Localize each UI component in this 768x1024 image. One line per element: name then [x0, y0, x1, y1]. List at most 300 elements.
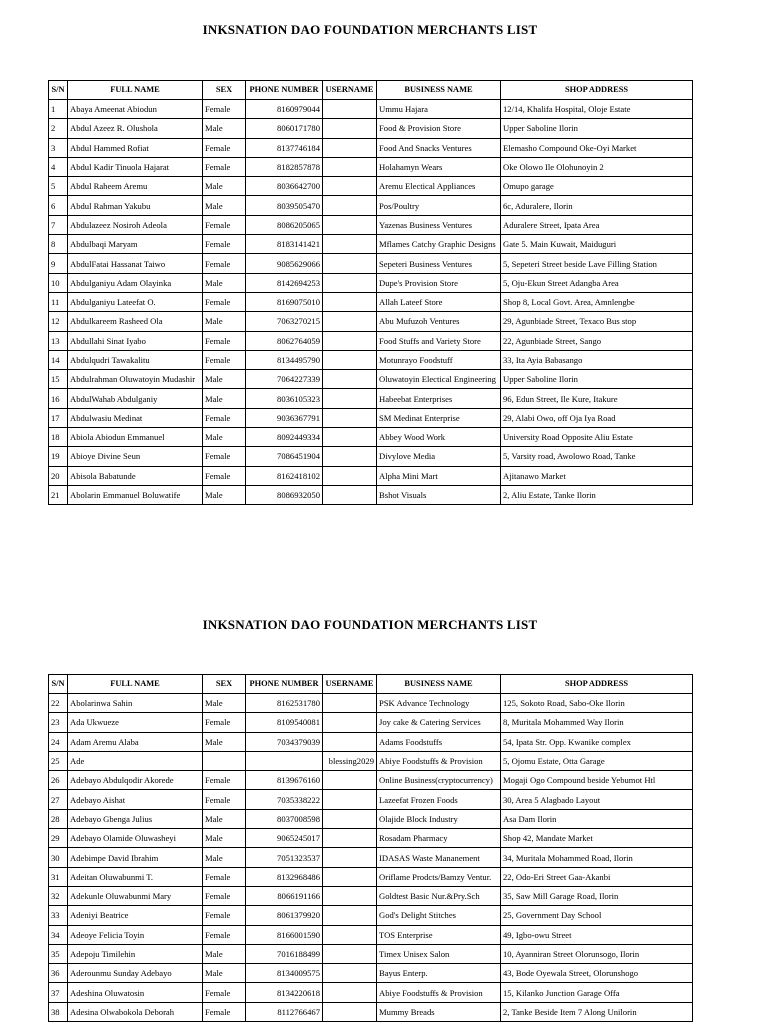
- header-full-name: FULL NAME: [68, 675, 203, 694]
- cell-business-name: Joy cake & Catering Services: [377, 713, 501, 732]
- table-header-row: [49, 675, 693, 694]
- cell-business-name: Rosadam Pharmacy: [377, 829, 501, 848]
- cell-sex: Male: [203, 732, 246, 751]
- cell-full-name: AbdulWahab Abdulganiy: [68, 389, 203, 408]
- cell-shop-address: Ajitanawo Market: [501, 466, 693, 485]
- cell-full-name: Adebayo Gbenga Julius: [68, 809, 203, 828]
- cell-phone-number: 8092449334: [246, 428, 323, 447]
- cell-sn: 19: [49, 447, 68, 466]
- table-row: [49, 983, 693, 1002]
- header-sn: S/N: [49, 81, 68, 100]
- cell-sn: 8: [49, 235, 68, 254]
- cell-username: [323, 944, 377, 963]
- cell-phone-number: 8086932050: [246, 485, 323, 504]
- cell-business-name: Dupe's Provision Store: [377, 273, 501, 292]
- cell-shop-address: 10, Ayanniran Street Olorunsogo, Ilorin: [501, 944, 693, 963]
- cell-shop-address: Omupo garage: [501, 177, 693, 196]
- cell-sex: Male: [203, 312, 246, 331]
- cell-phone-number: 8134220618: [246, 983, 323, 1002]
- cell-sn: 4: [49, 157, 68, 176]
- header-sn: S/N: [49, 675, 68, 694]
- table-row: [49, 177, 693, 196]
- cell-shop-address: 34, Muritala Mohammed Road, Ilorin: [501, 848, 693, 867]
- cell-sn: 15: [49, 370, 68, 389]
- cell-shop-address: 125, Sokoto Road, Sabo-Oke Ilorin: [501, 694, 693, 713]
- table-row: [49, 925, 693, 944]
- cell-full-name: Abdulqudri Tawakalitu: [68, 350, 203, 369]
- cell-phone-number: 9036367791: [246, 408, 323, 427]
- cell-sn: 10: [49, 273, 68, 292]
- cell-shop-address: 35, Saw Mill Garage Road, Ilorin: [501, 886, 693, 905]
- cell-sex: Male: [203, 829, 246, 848]
- cell-sn: 14: [49, 350, 68, 369]
- cell-username: [323, 906, 377, 925]
- cell-sex: Female: [203, 466, 246, 485]
- cell-sn: 2: [49, 119, 68, 138]
- cell-full-name: Adeshina Oluwatosin: [68, 983, 203, 1002]
- cell-phone-number: 8036642700: [246, 177, 323, 196]
- table-row: [49, 485, 693, 504]
- cell-business-name: Holahamyn Wears: [377, 157, 501, 176]
- table-row: [49, 867, 693, 886]
- cell-full-name: Abdulganiyu Lateefat O.: [68, 292, 203, 311]
- cell-username: [323, 829, 377, 848]
- cell-sex: Male: [203, 809, 246, 828]
- cell-phone-number: 9085629066: [246, 254, 323, 273]
- cell-username: [323, 964, 377, 983]
- cell-business-name: Pos/Poultry: [377, 196, 501, 215]
- cell-sex: Male: [203, 848, 246, 867]
- cell-business-name: SM Medinat Enterprise: [377, 408, 501, 427]
- cell-username: [323, 485, 377, 504]
- cell-sn: 37: [49, 983, 68, 1002]
- cell-business-name: Abiye Foodstuffs & Provision: [377, 983, 501, 1002]
- cell-business-name: Abbey Wood Work: [377, 428, 501, 447]
- cell-shop-address: Asa Dam Ilorin: [501, 809, 693, 828]
- table-row: [49, 964, 693, 983]
- table-row: [49, 790, 693, 809]
- cell-username: [323, 157, 377, 176]
- cell-sex: Female: [203, 408, 246, 427]
- cell-sex: Female: [203, 925, 246, 944]
- cell-business-name: Ummu Hajara: [377, 100, 501, 119]
- cell-business-name: Lazeefat Frozen Foods: [377, 790, 501, 809]
- cell-full-name: AbdulFatai Hassanat Taiwo: [68, 254, 203, 273]
- cell-username: [323, 867, 377, 886]
- cell-shop-address: Shop 8, Local Govt. Area, Amnlengbe: [501, 292, 693, 311]
- cell-sn: 11: [49, 292, 68, 311]
- table-row: [49, 447, 693, 466]
- cell-business-name: Abiye Foodstuffs & Provision: [377, 751, 501, 770]
- cell-full-name: Abdul Hammed Rofiat: [68, 138, 203, 157]
- cell-username: [323, 466, 377, 485]
- header-sex: SEX: [203, 675, 246, 694]
- cell-shop-address: Mogaji Ogo Compound beside Yebumot Htl: [501, 771, 693, 790]
- header-username: USERNAME: [323, 81, 377, 100]
- cell-shop-address: 15, Kilanko Junction Garage Offa: [501, 983, 693, 1002]
- cell-shop-address: 49, Igbo-owu Street: [501, 925, 693, 944]
- cell-username: [323, 273, 377, 292]
- cell-full-name: Abdullahi Sinat Iyabo: [68, 331, 203, 350]
- cell-shop-address: 96, Edun Street, Ile Kure, Itakure: [501, 389, 693, 408]
- cell-shop-address: Upper Saboline Ilorin: [501, 370, 693, 389]
- cell-full-name: Abdulbaqi Maryam: [68, 235, 203, 254]
- cell-phone-number: 8162531780: [246, 694, 323, 713]
- cell-shop-address: Elemasho Compound Oke-Oyi Market: [501, 138, 693, 157]
- cell-username: [323, 215, 377, 234]
- cell-full-name: Abolarinwa Sahin: [68, 694, 203, 713]
- cell-sn: 13: [49, 331, 68, 350]
- cell-sn: 38: [49, 1002, 68, 1021]
- table-row: [49, 389, 693, 408]
- cell-shop-address: Shop 42, Mandate Market: [501, 829, 693, 848]
- cell-business-name: Allah Lateef Store: [377, 292, 501, 311]
- table-row: [49, 331, 693, 350]
- cell-phone-number: 8169075010: [246, 292, 323, 311]
- table-row: [49, 119, 693, 138]
- cell-shop-address: University Road Opposite Aliu Estate: [501, 428, 693, 447]
- cell-business-name: Goldtest Basic Nur.&Pry.Sch: [377, 886, 501, 905]
- table-row: [49, 215, 693, 234]
- cell-phone-number: 8061379920: [246, 906, 323, 925]
- cell-sn: 18: [49, 428, 68, 447]
- cell-sex: Male: [203, 485, 246, 504]
- header-full-name: FULL NAME: [68, 81, 203, 100]
- cell-business-name: Food & Provision Store: [377, 119, 501, 138]
- cell-sn: 5: [49, 177, 68, 196]
- cell-username: [323, 771, 377, 790]
- cell-username: [323, 1002, 377, 1021]
- cell-business-name: PSK Advance Technology: [377, 694, 501, 713]
- cell-username: [323, 713, 377, 732]
- cell-business-name: TOS Enterprise: [377, 925, 501, 944]
- cell-username: [323, 292, 377, 311]
- cell-full-name: Abisola Babatunde: [68, 466, 203, 485]
- cell-username: [323, 100, 377, 119]
- cell-full-name: Aderounmu Sunday Adebayo: [68, 964, 203, 983]
- cell-sex: Male: [203, 428, 246, 447]
- table-body-1: [49, 100, 693, 505]
- cell-sex: Male: [203, 370, 246, 389]
- cell-sex: Female: [203, 100, 246, 119]
- table-row: [49, 100, 693, 119]
- cell-sn: 32: [49, 886, 68, 905]
- cell-full-name: Adeoye Felicia Toyin: [68, 925, 203, 944]
- table-row: [49, 771, 693, 790]
- cell-shop-address: 2, Tanke Beside Item 7 Along Unilorin: [501, 1002, 693, 1021]
- cell-username: [323, 350, 377, 369]
- header-username: USERNAME: [323, 675, 377, 694]
- cell-business-name: Alpha Mini Mart: [377, 466, 501, 485]
- cell-full-name: Abdul Rahman Yakubu: [68, 196, 203, 215]
- page-title: INKSNATION DAO FOUNDATION MERCHANTS LIST: [202, 22, 538, 37]
- cell-sn: 24: [49, 732, 68, 751]
- cell-phone-number: 8162418102: [246, 466, 323, 485]
- cell-sn: 25: [49, 751, 68, 770]
- cell-business-name: Adams Foodstuffs: [377, 732, 501, 751]
- cell-business-name: Divylove Media: [377, 447, 501, 466]
- header-business-name: BUSINESS NAME: [377, 81, 501, 100]
- cell-sex: Female: [203, 1002, 246, 1021]
- cell-business-name: Timex Unisex Salon: [377, 944, 501, 963]
- cell-sex: Female: [203, 906, 246, 925]
- cell-sex: Female: [203, 867, 246, 886]
- cell-sn: 22: [49, 694, 68, 713]
- cell-sn: 20: [49, 466, 68, 485]
- table-row: [49, 254, 693, 273]
- table-row: [49, 157, 693, 176]
- cell-sex: Female: [203, 350, 246, 369]
- cell-sn: 28: [49, 809, 68, 828]
- cell-shop-address: 22, Odo-Eri Street Gaa-Akanbi: [501, 867, 693, 886]
- cell-full-name: Ada Ukwueze: [68, 713, 203, 732]
- cell-sex: [203, 751, 246, 770]
- table-row: [49, 138, 693, 157]
- cell-shop-address: 30, Area 5 Alagbado Layout: [501, 790, 693, 809]
- cell-business-name: IDASAS Waste Mananement: [377, 848, 501, 867]
- cell-username: [323, 886, 377, 905]
- cell-username: [323, 925, 377, 944]
- cell-full-name: Abdul Raheem Aremu: [68, 177, 203, 196]
- cell-username: [323, 312, 377, 331]
- cell-full-name: Abiola Abiodun Emmanuel: [68, 428, 203, 447]
- cell-phone-number: 8039505470: [246, 196, 323, 215]
- cell-sn: 30: [49, 848, 68, 867]
- cell-sex: Female: [203, 292, 246, 311]
- cell-sn: 3: [49, 138, 68, 157]
- cell-phone-number: 8160979044: [246, 100, 323, 119]
- cell-full-name: Adeniyi Beatrice: [68, 906, 203, 925]
- cell-username: [323, 370, 377, 389]
- cell-full-name: Adekunle Oluwabunmi Mary: [68, 886, 203, 905]
- cell-sex: Female: [203, 157, 246, 176]
- cell-sex: Female: [203, 331, 246, 350]
- cell-shop-address: Oke Olowo Ile Olohunoyin 2: [501, 157, 693, 176]
- cell-sn: 26: [49, 771, 68, 790]
- cell-full-name: Abdul Azeez R. Olushola: [68, 119, 203, 138]
- cell-business-name: Abu Mufuzoh Ventures: [377, 312, 501, 331]
- cell-business-name: Olajide Block Industry: [377, 809, 501, 828]
- table-row: [49, 829, 693, 848]
- cell-shop-address: 29, Alabi Owo, off Oja Iya Road: [501, 408, 693, 427]
- cell-full-name: Adam Aremu Alaba: [68, 732, 203, 751]
- cell-username: [323, 138, 377, 157]
- cell-phone-number: 7063270215: [246, 312, 323, 331]
- cell-sn: 17: [49, 408, 68, 427]
- cell-shop-address: 29, Agunbiade Street, Texaco Bus stop: [501, 312, 693, 331]
- cell-phone-number: 8134495790: [246, 350, 323, 369]
- table-row: [49, 350, 693, 369]
- cell-full-name: Adebayo Olamide Oluwasheyi: [68, 829, 203, 848]
- cell-shop-address: 5, Varsity road, Awolowo Road, Tanke: [501, 447, 693, 466]
- cell-sex: Male: [203, 273, 246, 292]
- header-shop-address: SHOP ADDRESS: [501, 675, 693, 694]
- header-sex: SEX: [203, 81, 246, 100]
- cell-phone-number: 8062764059: [246, 331, 323, 350]
- cell-phone-number: 8182857878: [246, 157, 323, 176]
- cell-sn: 29: [49, 829, 68, 848]
- cell-full-name: Abioye Divine Seun: [68, 447, 203, 466]
- table-row: [49, 312, 693, 331]
- cell-phone-number: 7086451904: [246, 447, 323, 466]
- cell-username: [323, 254, 377, 273]
- table-row: [49, 1002, 693, 1021]
- cell-business-name: Food And Snacks Ventures: [377, 138, 501, 157]
- cell-phone-number: 8109540081: [246, 713, 323, 732]
- cell-business-name: Bshot Visuals: [377, 485, 501, 504]
- cell-sn: 16: [49, 389, 68, 408]
- header-phone-number: PHONE NUMBER: [246, 675, 323, 694]
- cell-phone-number: 9065245017: [246, 829, 323, 848]
- table-row: [49, 370, 693, 389]
- table-row: [49, 466, 693, 485]
- table-row: [49, 196, 693, 215]
- table-row: [49, 886, 693, 905]
- cell-phone-number: 7016188499: [246, 944, 323, 963]
- cell-full-name: Adesina Olwabokola Deborah: [68, 1002, 203, 1021]
- cell-full-name: Adeitan Oluwabunmi T.: [68, 867, 203, 886]
- cell-phone-number: 7035338222: [246, 790, 323, 809]
- cell-phone-number: 7051323537: [246, 848, 323, 867]
- cell-sex: Male: [203, 177, 246, 196]
- cell-username: [323, 848, 377, 867]
- table-row: [49, 235, 693, 254]
- cell-username: [323, 196, 377, 215]
- cell-business-name: Aremu Electical Appliances: [377, 177, 501, 196]
- cell-sex: Male: [203, 964, 246, 983]
- cell-sex: Female: [203, 447, 246, 466]
- cell-phone-number: 8066191166: [246, 886, 323, 905]
- cell-business-name: Habeebat Enterprises: [377, 389, 501, 408]
- cell-username: [323, 790, 377, 809]
- cell-sn: 21: [49, 485, 68, 504]
- cell-business-name: Bayus Enterp.: [377, 964, 501, 983]
- table-row: [49, 428, 693, 447]
- cell-username: [323, 694, 377, 713]
- table-row: [49, 694, 693, 713]
- cell-username: [323, 119, 377, 138]
- cell-sex: Female: [203, 886, 246, 905]
- table-row: [49, 273, 693, 292]
- cell-full-name: Adebayo Abdulqodir Akorede: [68, 771, 203, 790]
- cell-full-name: Abaya Ameenat Abiodun: [68, 100, 203, 119]
- cell-business-name: Yazenas Business Ventures: [377, 215, 501, 234]
- cell-shop-address: Upper Saboline Ilorin: [501, 119, 693, 138]
- table-body-2: [49, 694, 693, 1022]
- header-shop-address: SHOP ADDRESS: [501, 81, 693, 100]
- cell-sn: 33: [49, 906, 68, 925]
- cell-sn: 12: [49, 312, 68, 331]
- merchants-table-1: [48, 80, 693, 505]
- cell-sn: 7: [49, 215, 68, 234]
- cell-username: [323, 235, 377, 254]
- cell-phone-number: 8183141421: [246, 235, 323, 254]
- cell-shop-address: 22, Agunbiade Street, Sango: [501, 331, 693, 350]
- cell-sex: Female: [203, 215, 246, 234]
- cell-sn: 1: [49, 100, 68, 119]
- table-row: [49, 751, 693, 770]
- cell-full-name: Abdulganiyu Adam Olayinka: [68, 273, 203, 292]
- table-row: [49, 848, 693, 867]
- header-phone-number: PHONE NUMBER: [246, 81, 323, 100]
- cell-full-name: Abdulrahman Oluwatoyin Mudashir: [68, 370, 203, 389]
- cell-sex: Female: [203, 983, 246, 1002]
- cell-shop-address: 2, Aliu Estate, Tanke Ilorin: [501, 485, 693, 504]
- cell-full-name: Adepoju Timilehin: [68, 944, 203, 963]
- cell-shop-address: 25, Government Day School: [501, 906, 693, 925]
- cell-business-name: Sepeteri Business Ventures: [377, 254, 501, 273]
- cell-phone-number: 8166001590: [246, 925, 323, 944]
- cell-shop-address: 54, Ipata Str. Opp. Kwanike complex: [501, 732, 693, 751]
- cell-full-name: Adebayo Aishat: [68, 790, 203, 809]
- cell-username: blessing2029: [323, 751, 377, 770]
- cell-phone-number: 8086205065: [246, 215, 323, 234]
- cell-sex: Female: [203, 254, 246, 273]
- cell-phone-number: 8137746184: [246, 138, 323, 157]
- cell-business-name: Oluwatoyin Electical Engineering: [377, 370, 501, 389]
- cell-shop-address: 6c, Aduralere, Ilorin: [501, 196, 693, 215]
- cell-username: [323, 389, 377, 408]
- cell-sex: Female: [203, 771, 246, 790]
- merchants-table-2: [48, 674, 693, 1022]
- cell-full-name: Adebimpe David Ibrahim: [68, 848, 203, 867]
- cell-business-name: Food Stuffs and Variety Store: [377, 331, 501, 350]
- cell-sex: Female: [203, 138, 246, 157]
- cell-sex: Male: [203, 944, 246, 963]
- cell-phone-number: 8060171780: [246, 119, 323, 138]
- cell-business-name: Mummy Breads: [377, 1002, 501, 1021]
- cell-sex: Male: [203, 119, 246, 138]
- cell-full-name: Abdulkareem Rasheed Ola: [68, 312, 203, 331]
- cell-sex: Male: [203, 389, 246, 408]
- cell-username: [323, 408, 377, 427]
- cell-business-name: Online Business(cryptocurrency): [377, 771, 501, 790]
- cell-sn: 27: [49, 790, 68, 809]
- cell-sex: Male: [203, 196, 246, 215]
- page-title-repeat: INKSNATION DAO FOUNDATION MERCHANTS LIST: [202, 617, 538, 632]
- header-business-name: BUSINESS NAME: [377, 675, 501, 694]
- table-row: [49, 713, 693, 732]
- cell-business-name: Motunrayo Foodstuff: [377, 350, 501, 369]
- cell-username: [323, 809, 377, 828]
- table-header-row: [49, 81, 693, 100]
- cell-full-name: Ade: [68, 751, 203, 770]
- cell-phone-number: 8134009575: [246, 964, 323, 983]
- table-row: [49, 408, 693, 427]
- cell-sex: Female: [203, 235, 246, 254]
- cell-sn: 6: [49, 196, 68, 215]
- cell-username: [323, 732, 377, 751]
- cell-username: [323, 428, 377, 447]
- cell-shop-address: 33, Ita Ayia Babasango: [501, 350, 693, 369]
- cell-sex: Female: [203, 790, 246, 809]
- cell-phone-number: 8036105323: [246, 389, 323, 408]
- cell-shop-address: 5, Oju-Ekun Street Adangba Area: [501, 273, 693, 292]
- cell-sn: 23: [49, 713, 68, 732]
- cell-shop-address: Aduralere Street, Ipata Area: [501, 215, 693, 234]
- cell-shop-address: 5, Ojomu Estate, Otta Garage: [501, 751, 693, 770]
- cell-phone-number: 8112766467: [246, 1002, 323, 1021]
- cell-sex: Male: [203, 694, 246, 713]
- cell-shop-address: 8, Muritala Mohammed Way Ilorin: [501, 713, 693, 732]
- table-row: [49, 292, 693, 311]
- table-row: [49, 809, 693, 828]
- cell-sex: Female: [203, 713, 246, 732]
- cell-username: [323, 331, 377, 350]
- cell-phone-number: 7034379039: [246, 732, 323, 751]
- cell-full-name: Abdulazeez Nosiroh Adeola: [68, 215, 203, 234]
- cell-shop-address: 5, Sepeteri Street beside Lave Filling Station: [501, 254, 693, 273]
